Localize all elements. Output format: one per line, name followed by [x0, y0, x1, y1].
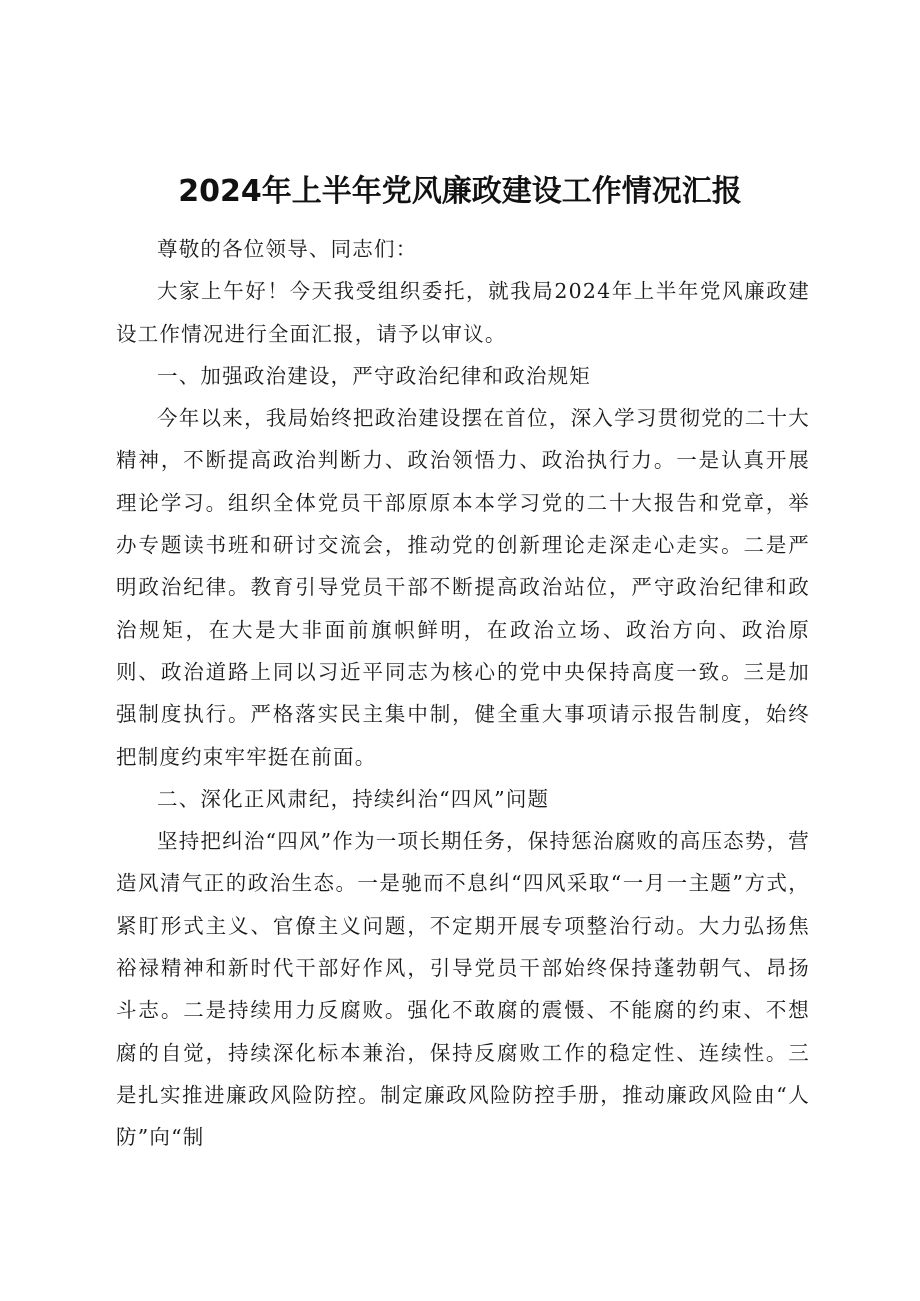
paragraph-section-2: 坚持把纠治“四风”作为一项长期任务，保持惩治腐败的高压态势，营造风清气正的政治生态。一是驰而不息纠“四风采取“一月一主题”方式，紧盯形式主义、官僚主义问题，不定期开展专项整治行动。大力弘扬焦裕禄精神和新时代干部好作风，引导党员干部始终保持蓬勃朝气、昂扬斗志。二是持续用力反腐败。强化不敢腐的震慑、不能腐的约束、不想腐的自觉，持续深化标本兼治，保持反腐败工作的稳定性、连续性。三是扎实推进廉政风险防控。制定廉政风险防控手册，推动廉政风险由“人防”向“制 [116, 829, 810, 1150]
section-heading-1: 一、加强政治建设，严守政治纪律和政治规矩 [157, 363, 591, 388]
section-heading-2: 二、深化正风肃纪，持续纠治“四风”问题 [157, 786, 550, 811]
salutation: 尊敬的各位领导、同志们： [157, 237, 418, 261]
paragraph-opening: 大家上午好！今天我受组织委托，就我局2024年上半年党风廉政建设工作情况进行全面汇报，请予以审议。 [116, 279, 810, 346]
paragraph-section-1: 今年以来，我局始终把政治建设摆在首位，深入学习贯彻党的二十大精神，不断提高政治判断力、政治领悟力、政治执行力。一是认真开展理论学习。组织全体党员干部原原本本学习党的二十大报告和党章，举办专题读书班和研讨交流会，推动党的创新理论走深走心走实。二是严明政治纪律。教育引导党员干部不断提高政治站位，严守政治纪律和政治规矩，在大是大非面前旗帜鲜明，在政治立场、政治方向、政治原则、政治道路上同以习近平同志为核心的党中央保持高度一致。三是加强制度执行。严格落实民主集中制，健全重大事项请示报告制度，始终把制度约束牢牢挺在前面。 [116, 406, 810, 769]
document-body [116, 228, 810, 1159]
document-title: 2024年上半年党风廉政建设工作情况汇报 [178, 174, 742, 209]
